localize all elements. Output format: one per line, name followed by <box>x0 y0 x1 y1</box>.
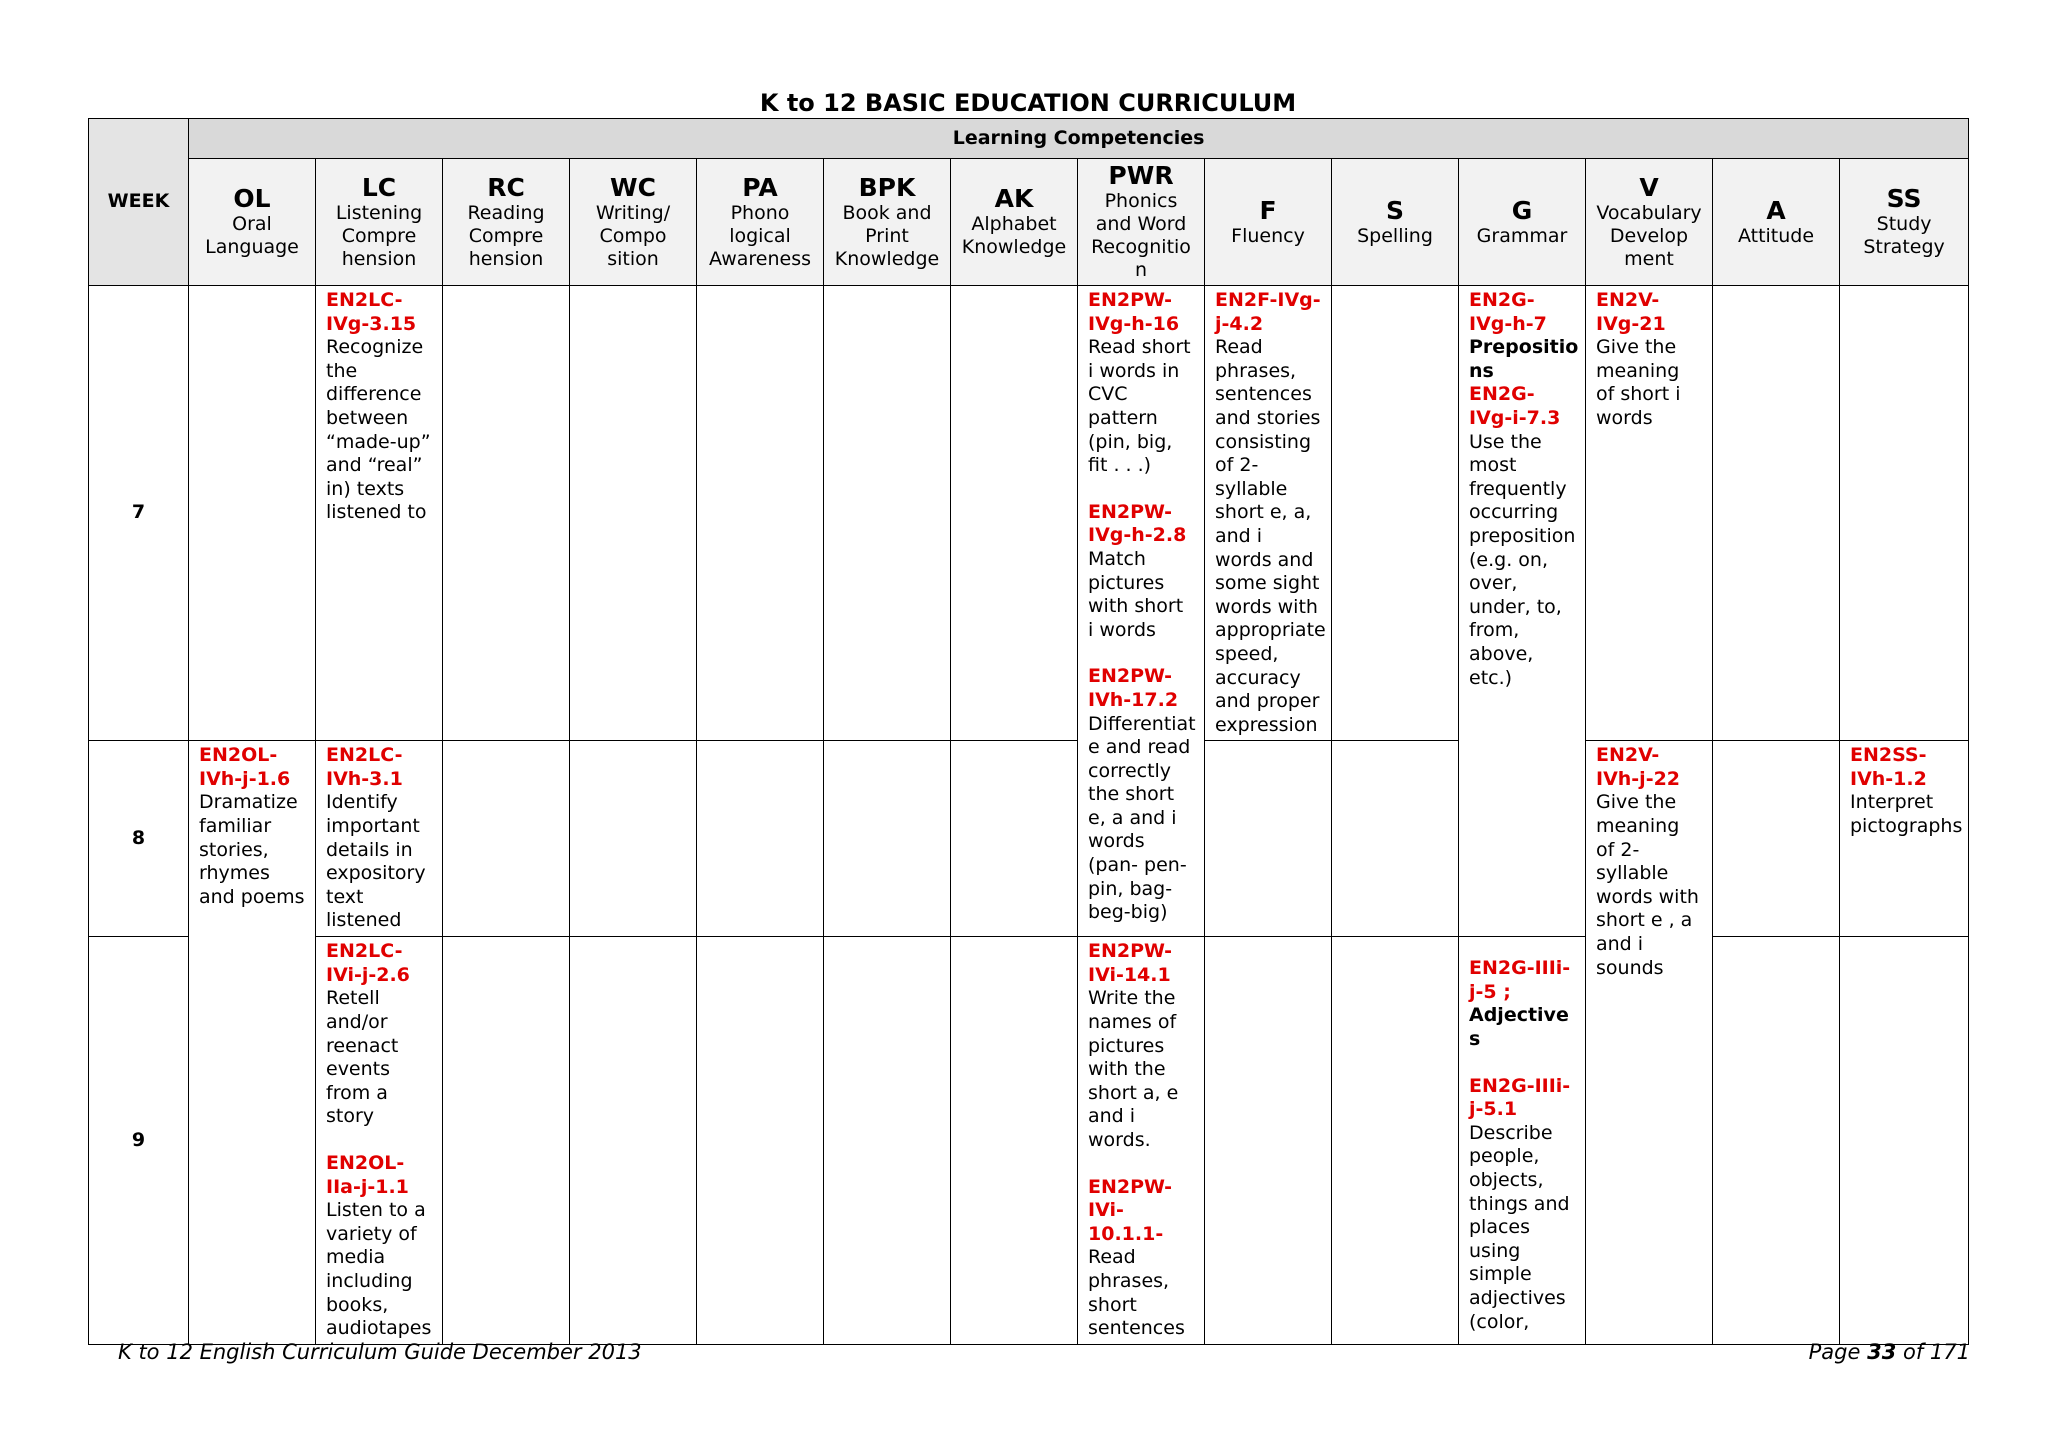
cell-a <box>1713 937 1840 1345</box>
col-header-ol: OL Oral Language <box>189 159 316 286</box>
cell-rc <box>443 741 570 937</box>
col-header-f: F Fluency <box>1205 159 1332 286</box>
table-row-week-7 <box>89 286 1969 741</box>
cell-lc: EN2LC-IVh-3.1 Identify important details in expository text listened <box>316 741 443 937</box>
cell-ss <box>1840 286 1969 741</box>
col-header-a: A Attitude <box>1713 159 1840 286</box>
col-header-g: G Grammar <box>1459 159 1586 286</box>
col-header-bpk: BPK Book and Print Knowledge <box>824 159 951 286</box>
col-header-lc: LC Listening Compre hension <box>316 159 443 286</box>
cell-bpk <box>824 286 951 741</box>
col-header-ss: SS Study Strategy <box>1840 159 1969 286</box>
cell-pwr: EN2PW-IVg-h-16 Read short i words in CVC pattern (pin, big, fit . . .) EN2PW-IVg-h-2.8 Match pictures with short i words EN2PW-IVh-17.2 Differentiat e and read correctly the short e, a and i words (pan- pen- pin, bag- beg-big) <box>1078 286 1205 937</box>
cell-f <box>1205 741 1332 937</box>
cell-ss: EN2SS-IVh-1.2 Interpret pictographs <box>1840 741 1969 937</box>
cell-ak <box>951 286 1078 741</box>
week-header: WEEK <box>89 119 189 286</box>
week-cell: 7 <box>89 286 189 741</box>
cell-pa <box>697 741 824 937</box>
table-row-week-8 <box>89 741 1969 937</box>
cell-s <box>1332 286 1459 741</box>
cell-ol <box>189 286 316 741</box>
cell-g: EN2G-IVg-h-7 Prepositio ns EN2G-IVg-i-7.3 Use the most frequently occurring preposition (e.g. on, over, under, to, from, above, etc.) <box>1459 286 1586 937</box>
cell-ol: EN2OL-IVh-j-1.6 Dramatize familiar stories, rhymes and poems <box>189 741 316 1345</box>
col-header-pa: PA Phono logical Awareness <box>697 159 824 286</box>
cell-f <box>1205 937 1332 1345</box>
cell-f: EN2F-IVg-j-4.2 Read phrases, sentences and stories consisting of 2-syllable short e, a, and i words and some sight words with appropriate speed, accuracy and proper expression <box>1205 286 1332 741</box>
col-header-s: S Spelling <box>1332 159 1459 286</box>
col-header-wc: WC Writing/ Compo sition <box>570 159 697 286</box>
cell-v: EN2V-IVh-j-22 Give the meaning of 2-syllable words with short e , a and i sounds <box>1586 741 1713 1345</box>
col-header-v: V Vocabulary Develop ment <box>1586 159 1713 286</box>
col-header-pwr: PWR Phonics and Word Recognitio n <box>1078 159 1205 286</box>
week-cell: 8 <box>89 741 189 937</box>
column-header-row <box>89 159 1969 286</box>
col-header-ak: AK Alphabet Knowledge <box>951 159 1078 286</box>
cell-pwr: EN2PW-IVi-14.1 Write the names of pictures with the short a, e and i words. EN2PW-IVi-10.1.1- Read phrases, short sentences <box>1078 937 1205 1345</box>
cell-a <box>1713 741 1840 937</box>
cell-s <box>1332 937 1459 1345</box>
cell-pa <box>697 937 824 1345</box>
learning-competencies-header: Learning Competencies <box>189 119 1969 159</box>
cell-s <box>1332 741 1459 937</box>
cell-bpk <box>824 937 951 1345</box>
cell-v: EN2V-IVg-21 Give the meaning of short i words <box>1586 286 1713 741</box>
cell-rc <box>443 286 570 741</box>
cell-wc <box>570 741 697 937</box>
cell-bpk <box>824 741 951 937</box>
curriculum-table <box>88 118 1969 1345</box>
cell-rc <box>443 937 570 1345</box>
cell-ak <box>951 937 1078 1345</box>
cell-a <box>1713 286 1840 741</box>
cell-pa <box>697 286 824 741</box>
week-cell: 9 <box>89 937 189 1345</box>
col-header-rc: RC Reading Compre hension <box>443 159 570 286</box>
cell-ss <box>1840 937 1969 1345</box>
cell-lc: EN2LC-IVg-3.15 Recognize the difference between “made-up” and “real” in) texts listened to <box>316 286 443 741</box>
document-title: K to 12 BASIC EDUCATION CURRICULUM <box>759 89 1297 117</box>
footer-guide-title: K to 12 English Curriculum Guide December 2013 <box>118 1340 642 1364</box>
cell-ak <box>951 741 1078 937</box>
cell-lc: EN2LC-IVi-j-2.6 Retell and/or reenact events from a story EN2OL-IIa-j-1.1 Listen to a variety of media including books, audiotapes <box>316 937 443 1345</box>
cell-wc <box>570 286 697 741</box>
cell-g: EN2G-IIIi-j-5 ; Adjective s EN2G-IIIi-j-5.1 Describe people, objects, things and places using simple adjectives (color, <box>1459 937 1586 1345</box>
footer-page-number: Page 33 of 171 <box>1808 1340 1970 1364</box>
cell-wc <box>570 937 697 1345</box>
